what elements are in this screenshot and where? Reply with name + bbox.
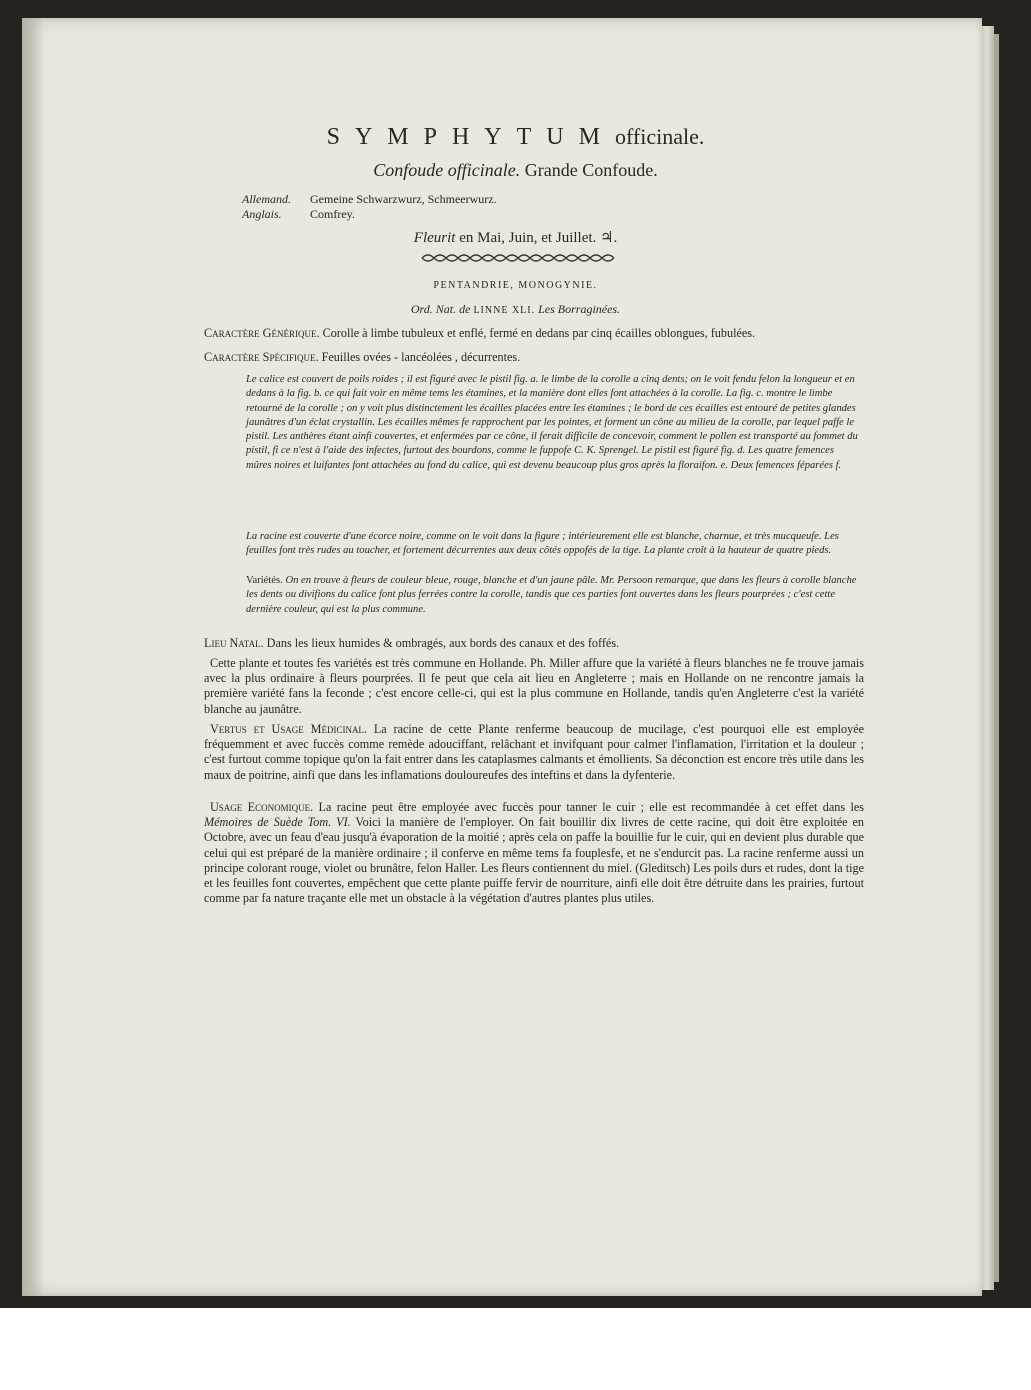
genus-name: SYMPHYTUM: [326, 124, 615, 150]
ornament-rule: [420, 252, 616, 264]
description-varieties: Variétés. On en trouve à fleurs de couleur bleue, rouge, blanche et d'un jaune pâle. Mr. Persoon remarque, que dans les fleurs à corolle blanche les dents ou divifions du calice font plus ferrées contre la corolle, tandis que ces parties font ouvertes dans les fleurs pourprées ; c'est cette dernière couleur, qui est la plus commune.: [246, 575, 857, 615]
usage-economique: Usage Economique. La racine peut être employée avec fuccès pour tanner le cuir ; elle est recommandée à cet effet dans les Mémoires de Suède Tom. VI. Voici la manière de l'employer. On fait bouillir dix livres de cette racine, qui doit être exploitée en Octobre, avec un feau d'eau jusqu'à évaporation de la moitié ; après cela on paffe la bouillie fur le cuir, qui en devient plus durable que celui qui est préparé de la manière ordinaire ; il conferve en même tems fa fouplesfe, et ne s'endurcit pas. La racine renferme aussi un principe colorant rouge, violet ou brunâtre, felon Haller. Les fleurs contiennent du miel. (Gleditsch) Les poils durs et rudes, dont la tige et les feuilles font couvertes, empêchent que cette plante puiffe fervir de nourriture, ainfi elle doit être détruite dans les prairies, furtout comme par fa nature traçante elle met un obstacle à la végétation d'autres plantes plus utiles.: [204, 800, 865, 906]
vertus-medicinal: Vertus et Usage Médicinal. La racine de cette Plante renferme beaucoup de mucilage, c'est pourquoi elle est employée fréquemment et avec fuccès comme remède adouciffant, relâchant et invifquant pour calmer l'inflamation, l'irritation et la douleur ; c'est furtout comme topique qu'on la fait entrer dans les cataplasmes calmants et émollients. Sa déconction est encore très utile dans les maux de poitrine, ainfi que dans les inflamations douloureufes des inteftins et dans la dyfenterie.: [204, 722, 865, 782]
generic-character: Caractère Générique. Corolle à limbe tubuleux et enflé, fermé en dedans par cinq écailles oblongues, fubulées.: [204, 326, 756, 340]
flowering-line: Fleurit en Mai, Juin, et Juillet. ♃.: [413, 230, 618, 246]
lieu-distribution: Cette plante et toutes fes variétés est très commune en Hollande. Ph. Miller affure que la variété à fleurs blanches ne fe trouve jamais avec la plus ordinaire à fleurs pourprées. Il fe peut que cela ait lieu en Angleterre ; mais en Hollande on ne rencontre jamais la première variété fans la feconde ; c'est encore celle-ci, qui est la plus commune en Hollande, tandis qu'en Angleterre c'est la variété blanche au jaunâtre.: [204, 656, 864, 716]
species-title: [0, 124, 1031, 151]
french-name-italic: Confoude officinale.: [373, 160, 521, 180]
french-names: [0, 160, 1031, 181]
linnaean-class: PENTANDRIE, MONOGYNIE.: [433, 280, 598, 291]
vernacular-names: [242, 192, 497, 222]
name-row: Allemand. Gemeine Schwarzwurz, Schmeerwurz.: [242, 192, 497, 206]
name-row: Anglais. Comfrey.: [242, 207, 355, 221]
species-epithet: officinale.: [614, 124, 705, 149]
description-root: La racine est couverte d'une écorce noire, comme on le voit dans la figure ; intérieurement elle est blanche, charnue, et très mucqueufe. Les feuilles font très rudes au toucher, et fortement décurrentes aux deux côtés oppofés de la tige. La plante croît à la hauteur de quatre pieds.: [246, 531, 839, 557]
lieu-natal: Lieu Natal. Dans les lieux humides & ombragés, aux bords des canaux et des foffés.: [204, 636, 620, 650]
description-flower: Le calice est couvert de poils roides ; il est figuré avec le pistil fig. a. le limbe de la corolle a cinq dents; on le voit fendu felon la longueur et en dedans à la fig. b. ce qui fait voir en même tems les étamines, et la manière dont elles font attachées à la corolle. La fig. c. montre le limbe retourné de la corolle ; on y voit plus distinctement les écailles placées entre les étamines ; le bord de ces écailles est entouré de petites glandes jaunâtres d'un éclat crystallin. Les écailles mêmes fe rapprochent par les pointes, et forment un cône au milieu de la corolle, par lequel paffe le pistil. Les anthères étant ainfi couvertes, et enfermées par ce cône, il ferait difficile de concevoir, comment le pollen est transporté au fommet du pistil, fi ce n'est à l'aide des infectes, furtout des bourdons, comme le fuppofe C. K. Sprengel. Le pistil est figuré fig. d. Les quatre femences mûres noires et luifantes font attachées au fond du calice, qui est devenu beaucoup plus gros après la floraifon. e. Deux femences féparées f.: [246, 374, 858, 471]
natural-order: Ord. Nat. de LINNE XLI. Les Borraginées.: [410, 302, 621, 316]
specific-character: Caractère Spécifique. Feuilles ovées - lancéolées , décurrentes.: [204, 350, 521, 364]
french-name-plain: Grande Confoude.: [524, 160, 658, 180]
